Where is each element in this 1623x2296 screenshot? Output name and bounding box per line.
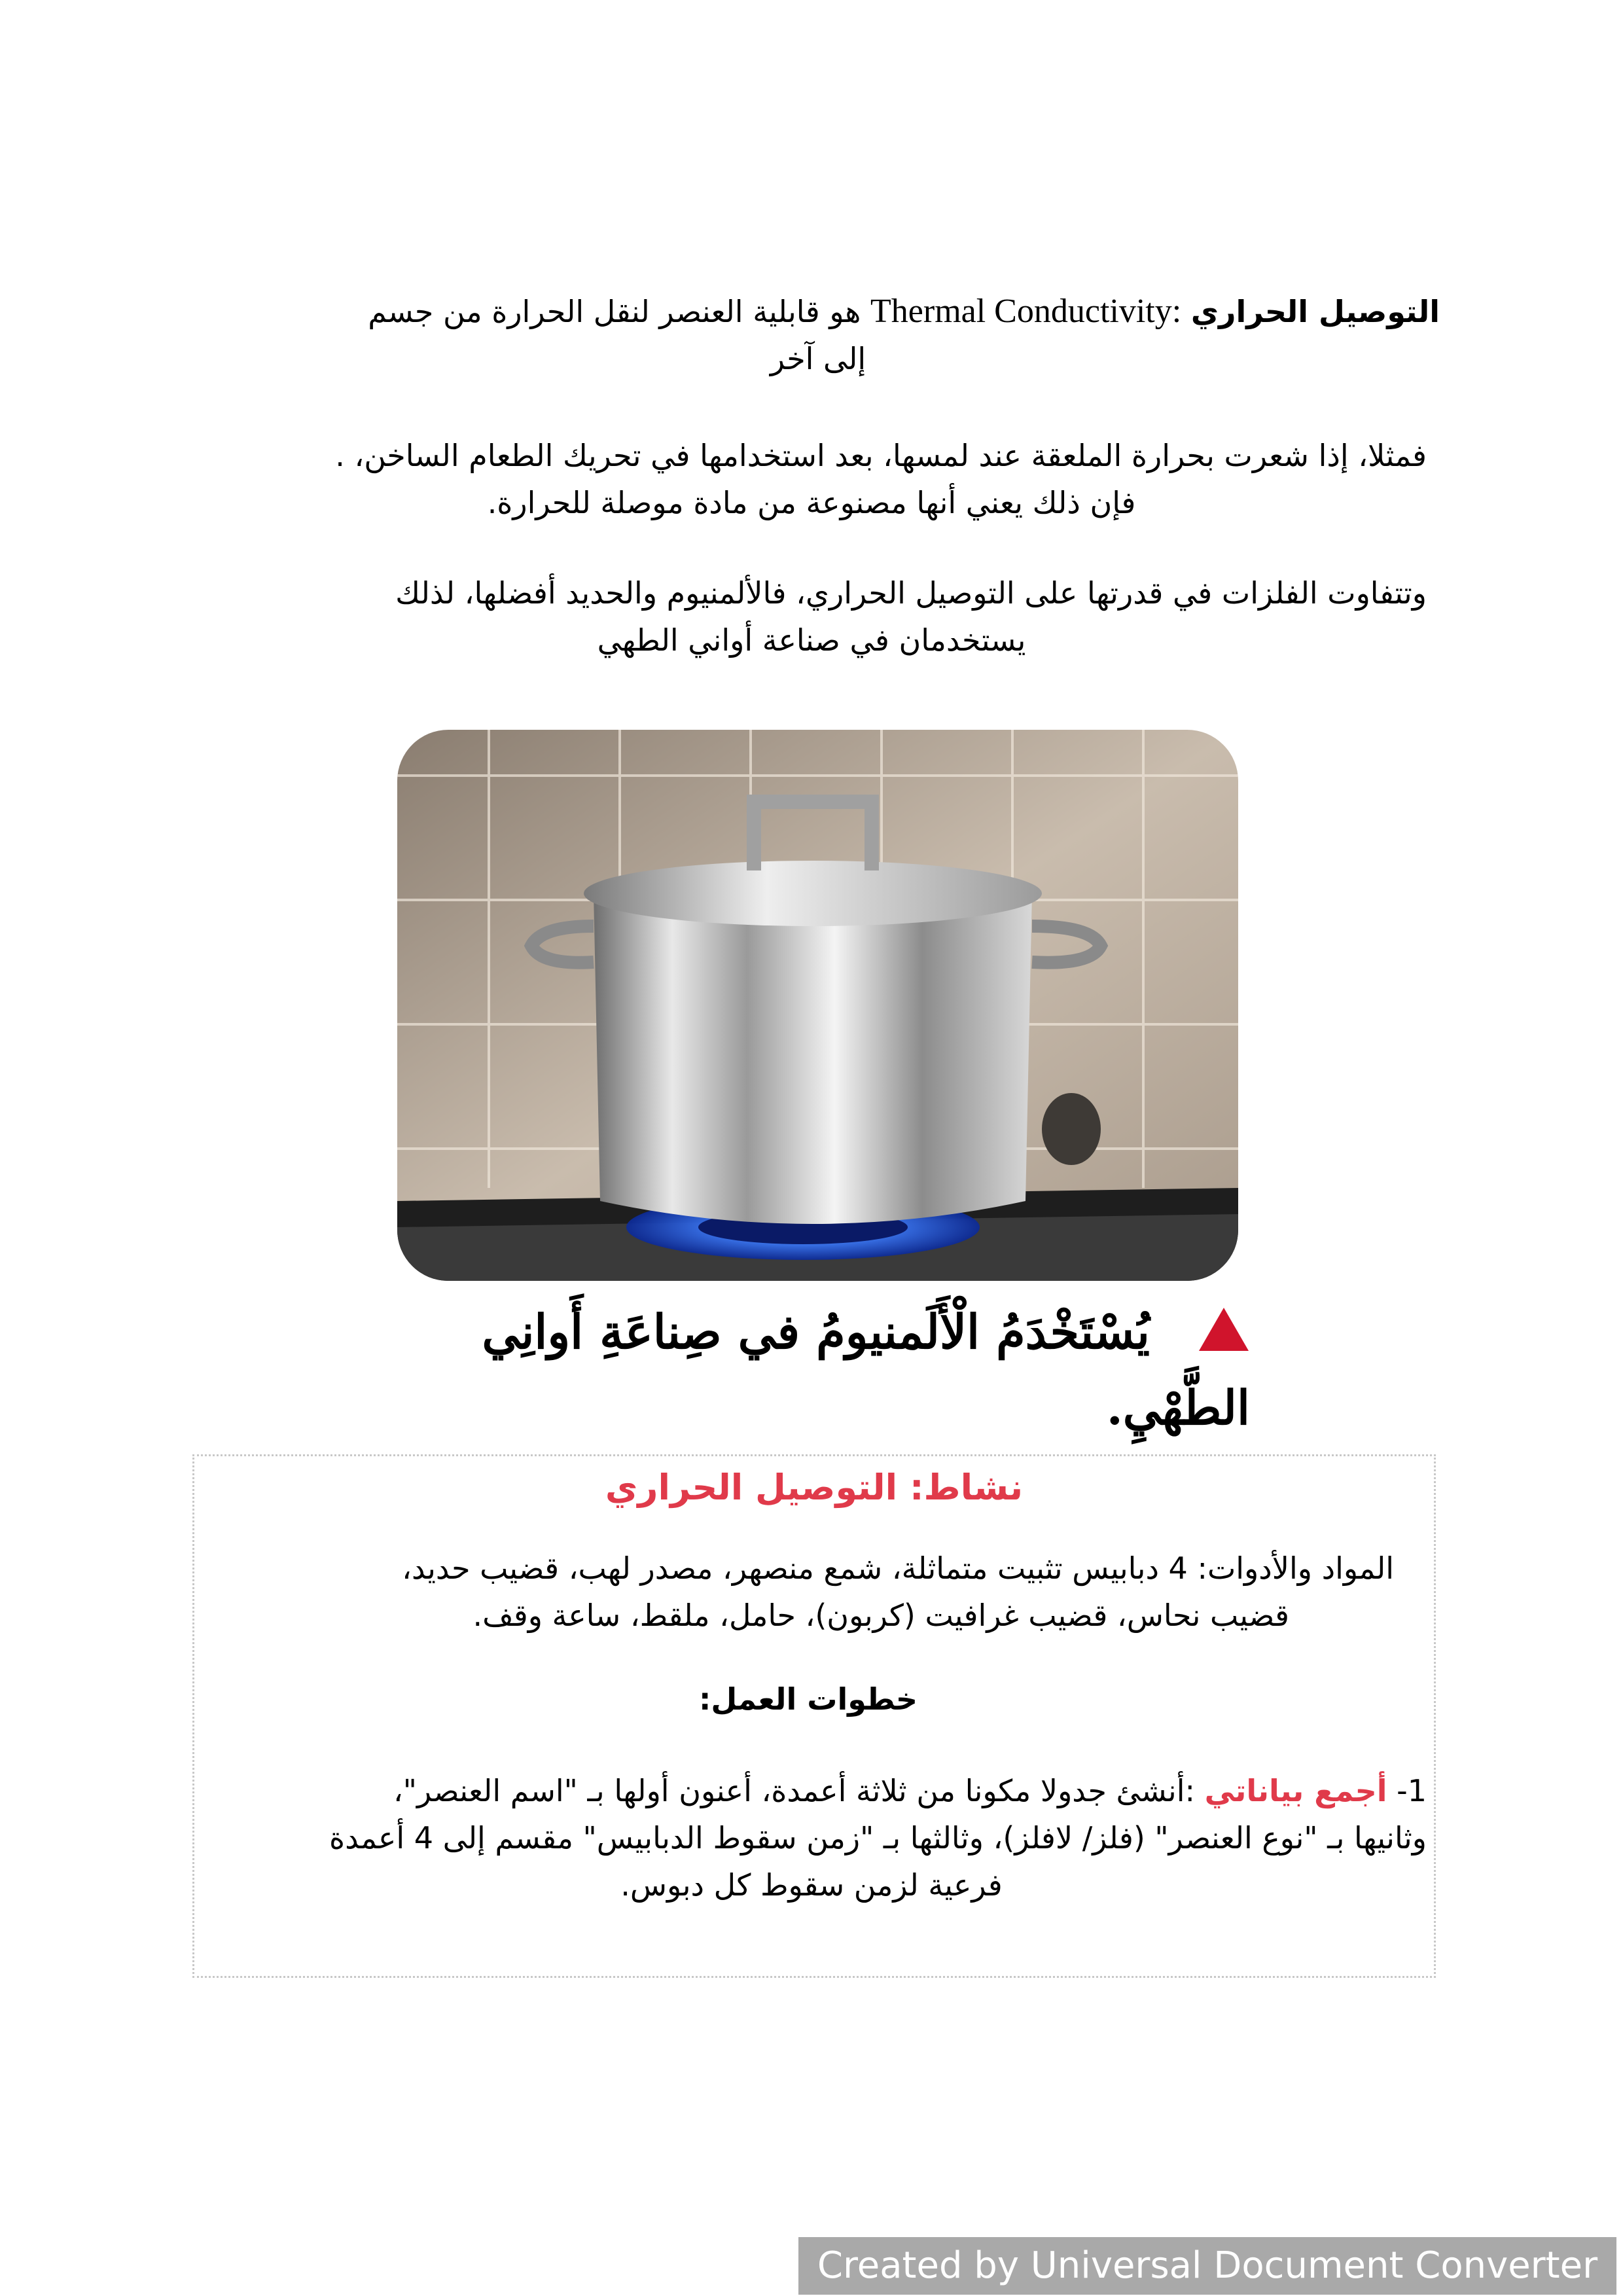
definition-text-line1: هو قابلية العنصر لنقل الحرارة من جسم	[368, 294, 861, 329]
converter-footer: Created by Universal Document Converter	[798, 2237, 1616, 2295]
step1-highlight: أجمع بياناتي	[1204, 1773, 1387, 1808]
cooking-pot-photo	[397, 730, 1238, 1281]
step1-paragraph	[196, 1767, 1427, 1909]
step1-number: 1-	[1397, 1773, 1427, 1808]
materials-line1: المواد والأدوات: 4 دبابيس تثبيت متماثلة، شمع منصهر، مصدر لهب، قضيب حديد،	[402, 1551, 1394, 1586]
photo-caption	[366, 1296, 1250, 1435]
triangle-icon	[1198, 1300, 1250, 1372]
step1-line3: فرعية لزمن سقوط كل دبوس.	[620, 1867, 1003, 1903]
metals-line2: يستخدمان في صناعة أواني الطهي	[597, 622, 1026, 658]
definition-paragraph	[196, 288, 1440, 382]
metals-paragraph	[196, 569, 1427, 664]
step1-line2: وثانيها بـ "نوع العنصر" (فلز/ لافلز)، وثالثها بـ "زمن سقوط الدبابيس" مقسم إلى 4 أعمدة	[329, 1820, 1427, 1856]
metals-line1: وتتفاوت الفلزات في قدرتها على التوصيل الحراري، فالألمنيوم والحديد أفضلها، لذلك	[395, 575, 1427, 611]
caption-text: يُسْتَخْدَمُ الْأَلَمنيومُ في صِناعَةِ أَوانِي الطَّهْيِ.	[482, 1304, 1250, 1435]
step1-line1: :أنشئ جدولا مكونا من ثلاثة أعمدة، أعنون أولها بـ "اسم العنصر"،	[393, 1773, 1195, 1808]
example-paragraph	[196, 432, 1427, 526]
definition-term-en: Thermal Conductivity:	[870, 293, 1182, 330]
materials-paragraph	[223, 1545, 1394, 1639]
example-line2: فإن ذلك يعني أنها مصنوعة من مادة موصلة للحرارة.	[487, 485, 1136, 520]
example-line1: فمثلا، إذا شعرت بحرارة الملعقة عند لمسها، بعد استخدامها في تحريك الطعام الساخن، .	[335, 438, 1427, 473]
activity-title: نشاط: التوصيل الحراري	[605, 1467, 1024, 1508]
definition-term: التوصيل الحراري	[1190, 294, 1440, 329]
steps-heading: خطوات العمل:	[698, 1681, 918, 1717]
materials-line2: قضيب نحاس، قضيب غرافيت (كربون)، حامل، ملقط، ساعة وقف.	[473, 1598, 1289, 1633]
definition-text-line2: إلى آخر	[770, 341, 866, 376]
